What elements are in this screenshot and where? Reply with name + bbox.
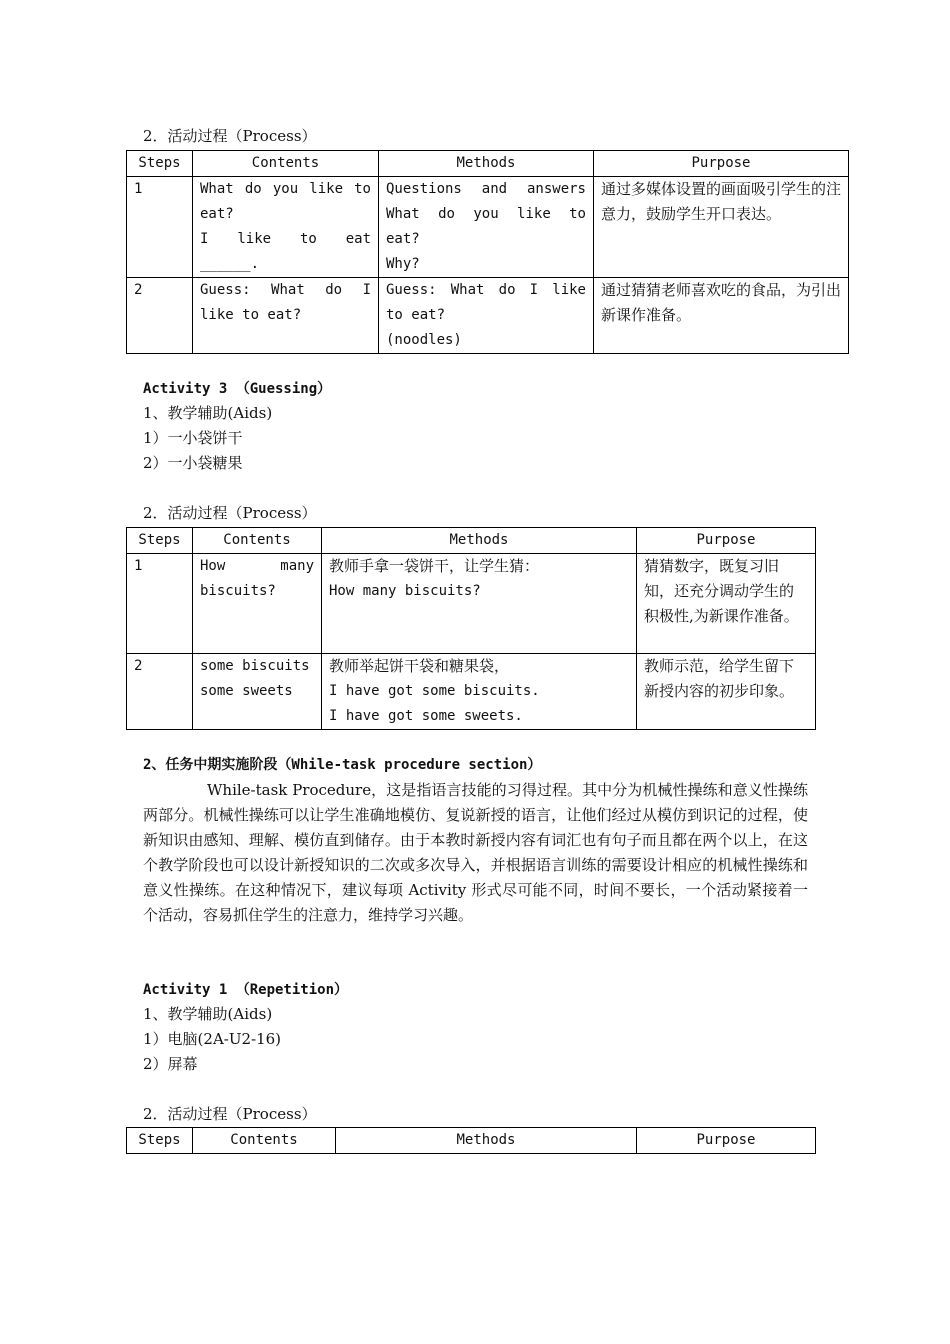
process-heading-a3: 2．活动过程（Process） [143, 504, 317, 522]
methods-line: (noodles) [386, 332, 462, 348]
methods-line: I have got some sweets. [329, 708, 523, 724]
header-steps: Steps [127, 1128, 193, 1154]
methods-cell [322, 554, 637, 654]
purpose-cell: 教师示范，给学生留下新授内容的初步印象。 [637, 654, 816, 730]
contents-line: biscuits? [200, 583, 276, 599]
while-task-heading: 2、任务中期实施阶段（While-task procedure section） [143, 757, 542, 773]
header-contents: Contents [193, 1128, 336, 1154]
aids-heading-a1: 1、教学辅助(Aids) [143, 1005, 273, 1023]
aids-item: 1）一小袋饼干 [143, 429, 243, 447]
methods-line: Why? [386, 256, 420, 272]
methods-line: What do you like to [386, 206, 586, 222]
methods-line: to eat? [386, 307, 446, 323]
table-header-row [127, 528, 816, 554]
table-header-row [127, 151, 849, 177]
process-heading-a1: 2．活动过程（Process） [143, 1105, 317, 1123]
contents-cell [193, 654, 322, 730]
methods-line: Questions and answers [386, 181, 586, 197]
contents-line: some sweets [200, 683, 293, 699]
process-table-a3 [126, 527, 816, 730]
header-contents: Contents [193, 151, 379, 177]
header-methods: Methods [379, 151, 594, 177]
header-steps: Steps [127, 151, 193, 177]
step-cell: 2 [127, 278, 193, 354]
table-row [127, 654, 816, 730]
methods-cell [379, 177, 594, 278]
header-purpose: Purpose [637, 528, 816, 554]
step-cell: 1 [127, 554, 193, 654]
contents-cell [193, 278, 379, 354]
purpose-cell: 通过猜猜老师喜欢吃的食品，为引出新课作准备。 [594, 278, 849, 354]
contents-cell [193, 554, 322, 654]
table-row [127, 177, 849, 278]
activity-1-title: Activity 1 （Repetition） [143, 982, 349, 998]
contents-line: like to eat? [200, 307, 302, 323]
table-header-row [127, 1128, 816, 1154]
header-contents: Contents [193, 528, 322, 554]
purpose-cell: 猜猜数字，既复习旧知，还充分调动学生的积极性,为新课作准备。 [637, 554, 816, 654]
aids-item: 2）屏幕 [143, 1055, 198, 1073]
step-cell: 2 [127, 654, 193, 730]
contents-line: How many [200, 558, 314, 574]
header-steps: Steps [127, 528, 193, 554]
while-task-paragraph: While-task Procedure，这是指语言技能的习得过程。其中分为机械性操练和意义性操练两部分。机械性操练可以让学生准确地模仿、复说新授的语言，让他们经过从模仿到识记的过程，使新知识由感知、理解、模仿直到储存。由于本教时新授内容有词汇也有句子而且都在两个以上，在这个教学阶段也可以设计新授知识的二次或多次导入，并根据语言训练的需要设计相应的机械性操练和意义性操练。在这种情况下，建议每项 Activity 形式尽可能不同，时间不要长，一个活动紧接着一个活动，容易抓住学生的注意力，维持学习兴趣。 [143, 781, 808, 924]
methods-cell [322, 654, 637, 730]
header-purpose: Purpose [637, 1128, 816, 1154]
aids-item: 1）电脑(2A-U2-16) [143, 1030, 282, 1048]
contents-line: Guess: What do I [200, 282, 371, 298]
methods-line: I have got some biscuits. [329, 683, 540, 699]
aids-heading-a3: 1、教学辅助(Aids) [143, 404, 273, 422]
activity-3-title: Activity 3 （Guessing） [143, 381, 332, 397]
process-table-a1 [126, 1127, 816, 1154]
process-heading-1: 2．活动过程（Process） [143, 127, 317, 145]
contents-line: I like to eat [200, 231, 371, 247]
table-row [127, 554, 816, 654]
header-purpose: Purpose [594, 151, 849, 177]
methods-line: How many biscuits? [329, 583, 481, 599]
contents-line: some biscuits [200, 658, 310, 674]
contents-cell [193, 177, 379, 278]
contents-line: eat? [200, 206, 234, 222]
methods-line: Guess: What do I like [386, 282, 586, 298]
methods-cell [379, 278, 594, 354]
contents-line: What do you like to [200, 181, 371, 197]
header-methods: Methods [336, 1128, 637, 1154]
table-row [127, 278, 849, 354]
header-methods: Methods [322, 528, 637, 554]
purpose-cell: 通过多媒体设置的画面吸引学生的注意力，鼓励学生开口表达。 [594, 177, 849, 278]
process-table-1 [126, 150, 849, 354]
methods-line: 教师手拿一袋饼干，让学生猜： [329, 557, 540, 575]
contents-line: ______. [200, 256, 260, 272]
methods-line: 教师举起饼干袋和糖果袋， [329, 657, 510, 675]
methods-line: eat? [386, 231, 420, 247]
step-cell: 1 [127, 177, 193, 278]
aids-item: 2）一小袋糖果 [143, 454, 243, 472]
